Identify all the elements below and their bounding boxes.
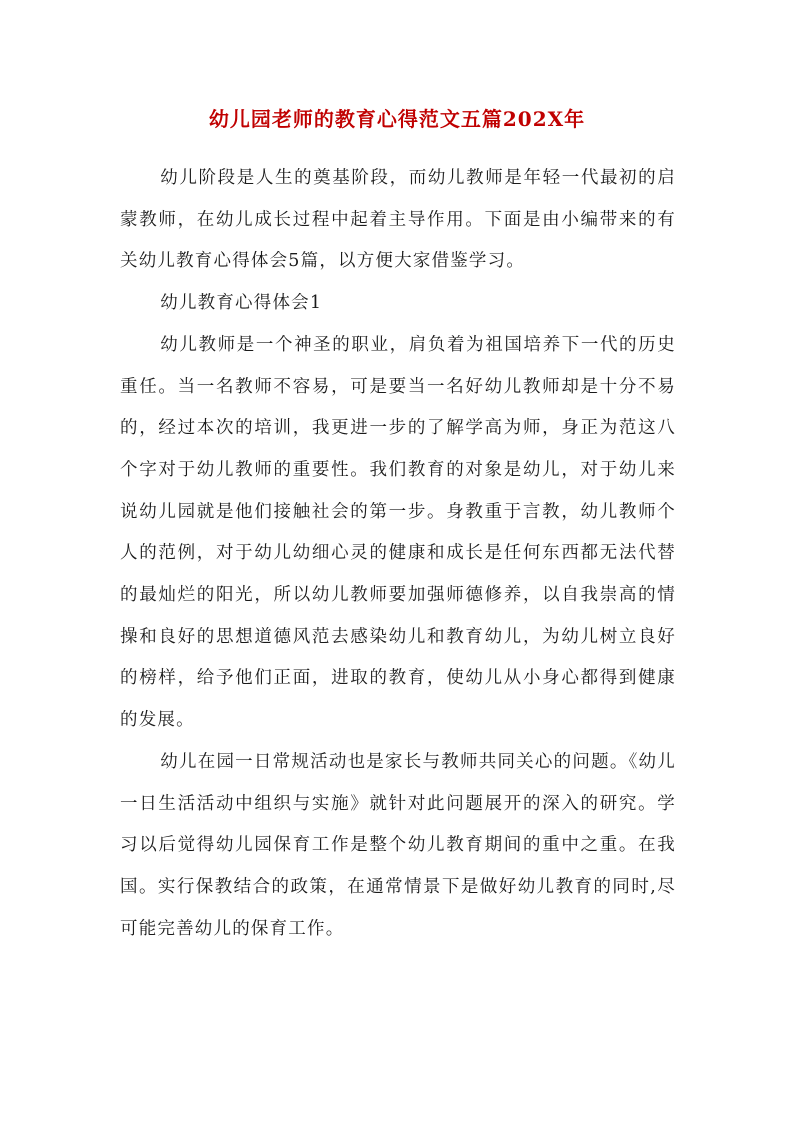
section-heading: 幼儿教育心得体会1 (160, 293, 323, 314)
document-title: 幼儿园老师的教育心得范文五篇202X年 (208, 107, 586, 131)
document-body (120, 158, 676, 950)
body-paragraph: 幼儿教师是一个神圣的职业，肩负着为祖国培养下一代的历史重任。当一名教师不容易，可是要当一名好幼儿教师却是十分不易的，经过本次的培训，我更进一步的了解学高为师，身正为范这八个字对于幼儿教师的重要性。我们教育的对象是幼儿，对于幼儿来说幼儿园就是他们接触社会的第一步。身教重于言教，幼儿教师个人的范例，对于幼儿幼细心灵的健康和成长是任何东西都无法代替的最灿烂的阳光，所以幼儿教师要加强师德修养，以自我崇高的情操和良好的思想道德风范去感染幼儿和教育幼儿，为幼儿树立良好的榜样，给予他们正面，进取的教育，使幼儿从小身心都得到健康的发展。 (120, 334, 676, 731)
body-paragraph: 幼儿在园一日常规活动也是家长与教师共同关心的问题。《幼儿一日生活活动中组织与实施》就针对此问题展开的深入的研究。学习以后觉得幼儿园保育工作是整个幼儿教育期间的重中之重。在我国。实行保教结合的政策，在通常情景下是做好幼儿教育的同时,尽可能完善幼儿的保育工作。 (120, 751, 676, 939)
intro-paragraph: 幼儿阶段是人生的奠基阶段，而幼儿教师是年轻一代最初的启蒙教师，在幼儿成长过程中起着主导作用。下面是由小编带来的有关幼儿教育心得体会5篇，以方便大家借鉴学习。 (120, 168, 676, 272)
